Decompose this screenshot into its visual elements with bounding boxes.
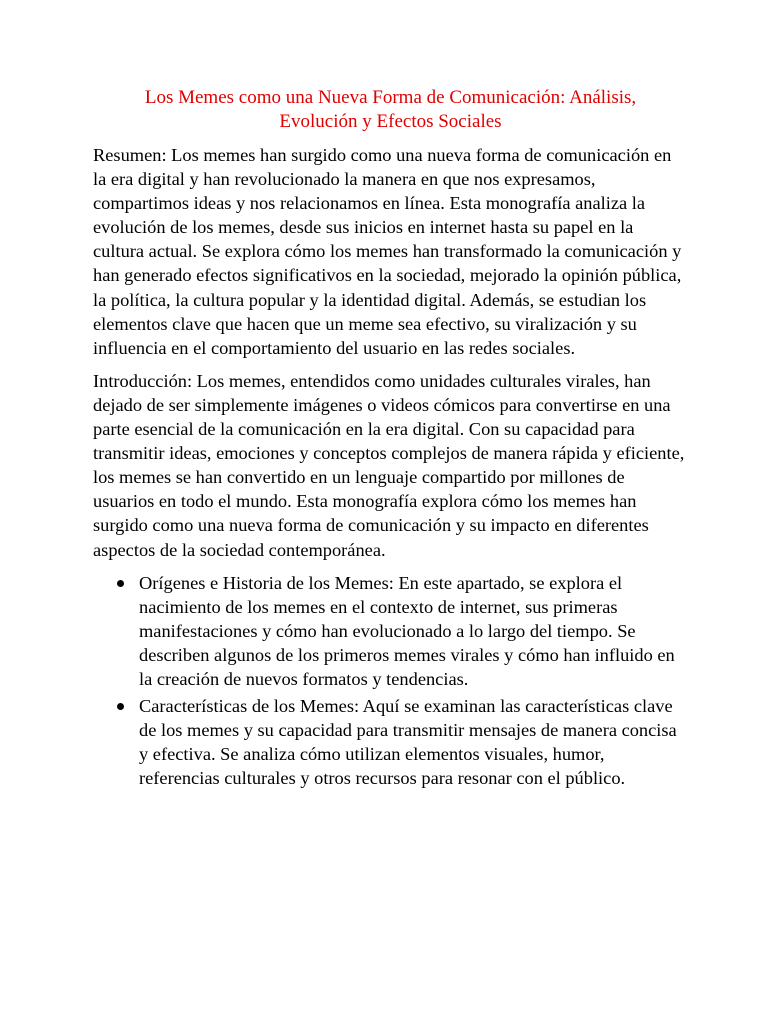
topics-list [93, 571, 688, 791]
list-item [93, 694, 688, 790]
introduccion-paragraph: Introducción: Los memes, entendidos como unidades culturales virales, han dejado de ser simplemente imágenes o videos cómicos para convertirse en una parte esencial de la comunicación en la era digital. Con su capacidad para transmitir ideas, emociones y conceptos complejos de manera rápida y eficiente, los memes se han convertido en un lenguaje compartido por millones de usuarios en todo el mundo. Esta monografía explora cómo los memes han surgido como una nueva forma de comunicación y su impacto en diferentes aspectos de la sociedad contemporánea. [93, 370, 685, 560]
title-line-1: Los Memes como una Nueva Forma de Comunicación: Análisis, [144, 87, 637, 108]
list-item-text: Orígenes e Historia de los Memes: En este apartado, se explora el nacimiento de los memes en el contexto de internet, sus primeras manifestaciones y cómo han evolucionado a lo largo del tiempo. Se describen algunos de los primeros memes virales y cómo han influido en la creación de nuevos formatos y tendencias. [139, 572, 675, 689]
bullet-icon [117, 580, 124, 587]
bullet-icon [117, 703, 124, 710]
list-item [93, 571, 688, 691]
resumen-paragraph: Resumen: Los memes han surgido como una nueva forma de comunicación en la era digital y han revolucionado la manera en que nos expresamos, compartimos ideas y nos relacionamos en línea. Esta monografía analiza la evolución de los memes, desde sus inicios en internet hasta su papel en la cultura actual. Se explora cómo los memes han transformado la comunicación y han generado efectos significativos en la sociedad, mejorado la opinión pública, la política, la cultura popular y la identidad digital. Además, se estudian los elementos clave que hacen que un meme sea efectivo, su viralización y su influencia en el comportamiento del usuario en las redes sociales. [93, 145, 682, 358]
list-item-text: Características de los Memes: Aquí se examinan las características clave de los memes y su capacidad para transmitir mensajes de manera concisa y efectiva. Se analiza cómo utilizan elementos visuales, humor, referencias culturales y otros recursos para resonar con el público. [139, 696, 677, 789]
document-title [93, 86, 688, 134]
document-page [93, 86, 688, 793]
title-line-2: Evolución y Efectos Sociales [279, 111, 502, 132]
